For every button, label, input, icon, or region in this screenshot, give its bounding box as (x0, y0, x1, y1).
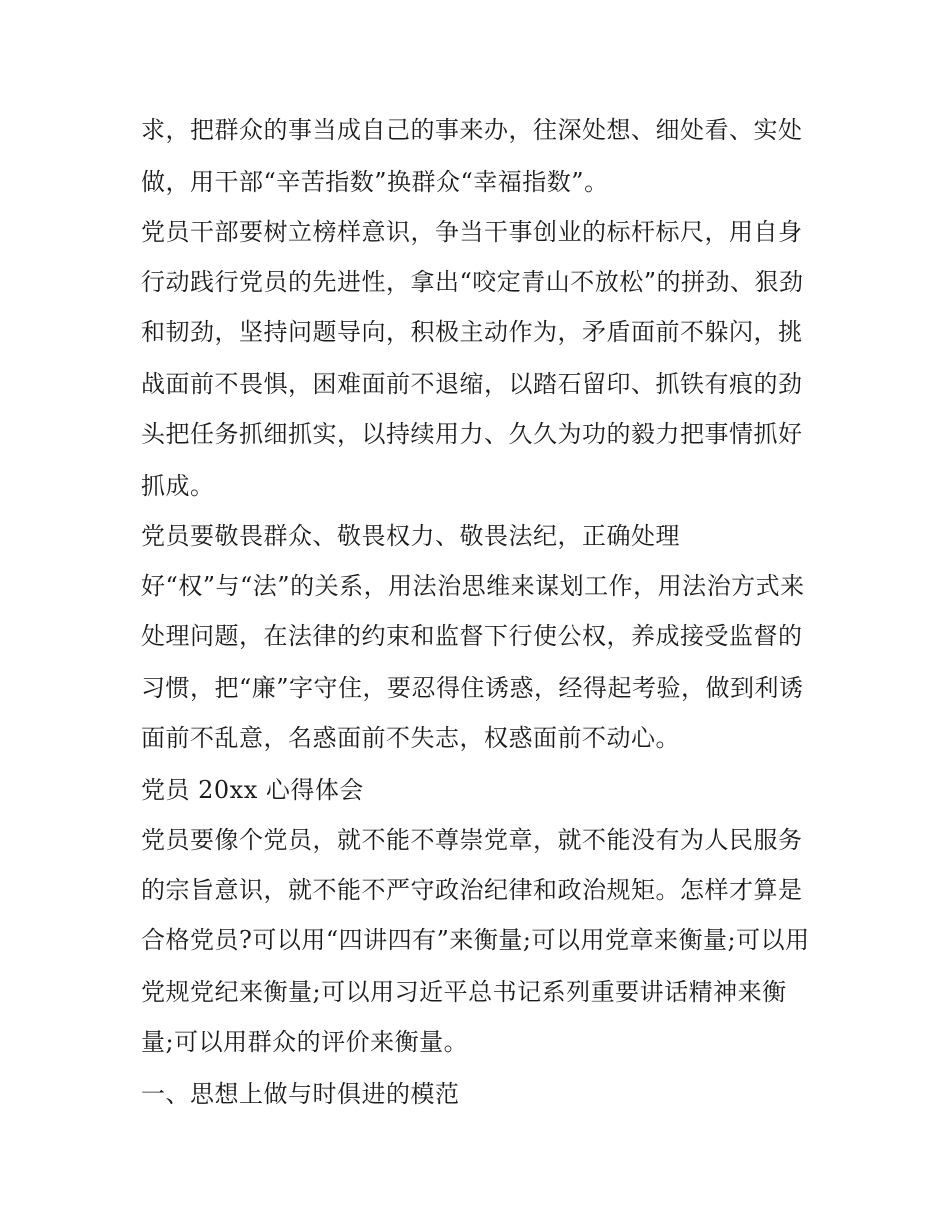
text-line: 头把任务抓细抓实，以持续用力、久久为功的毅力把事情抓好 (141, 420, 803, 448)
text-line: 面前不乱意，名惑面前不失志，权惑面前不动心。 (141, 724, 680, 752)
section-heading: 一、思想上做与时俱进的模范 (141, 1080, 460, 1108)
text-line: 党员要敬畏群众、敬畏权力、敬畏法纪，正确处理 (141, 522, 680, 550)
text-line: 求，把群众的事当成自己的事来办，往深处想、细处看、实处 (141, 116, 803, 144)
text-line: 处理问题，在法律的约束和监督下行使公权，养成接受监督的 (141, 622, 803, 650)
text-line: 好“权”与“法”的关系，用法治思维来谋划工作，用法治方式来 (141, 572, 805, 600)
text-line: 行动践行党员的先进性，拿出“咬定青山不放松”的拼劲、狠劲 (141, 268, 804, 296)
text-line: 做，用干部“辛苦指数”换群众“幸福指数”。 (141, 168, 609, 196)
text-line: 党规党纪来衡量;可以用习近平总书记系列重要讲话精神来衡 (141, 978, 787, 1006)
text-line: 合格党员?可以用“四讲四有”来衡量;可以用党章来衡量;可以用 (141, 926, 810, 954)
text-line: 习惯，把“廉”字守住，要忍得住诱惑，经得起考验，做到利诱 (141, 674, 804, 702)
text-line: 党员干部要树立榜样意识，争当干事创业的标杆标尺，用自身 (141, 218, 803, 246)
text-line: 党员要像个党员，就不能不尊崇党章，就不能没有为人民服务 (141, 826, 803, 854)
text-line: 抓成。 (141, 472, 215, 500)
text-line: 的宗旨意识，就不能不严守政治纪律和政治规矩。怎样才算是 (141, 876, 803, 904)
text-line: 量;可以用群众的评价来衡量。 (141, 1028, 469, 1056)
section-heading: 党员 20xx 心得体会 (141, 776, 364, 804)
text-line: 战面前不畏惧，困难面前不退缩，以踏石留印、抓铁有痕的劲 (141, 370, 803, 398)
text-line: 和韧劲，坚持问题导向，积极主动作为，矛盾面前不躲闪，挑 (141, 318, 803, 346)
